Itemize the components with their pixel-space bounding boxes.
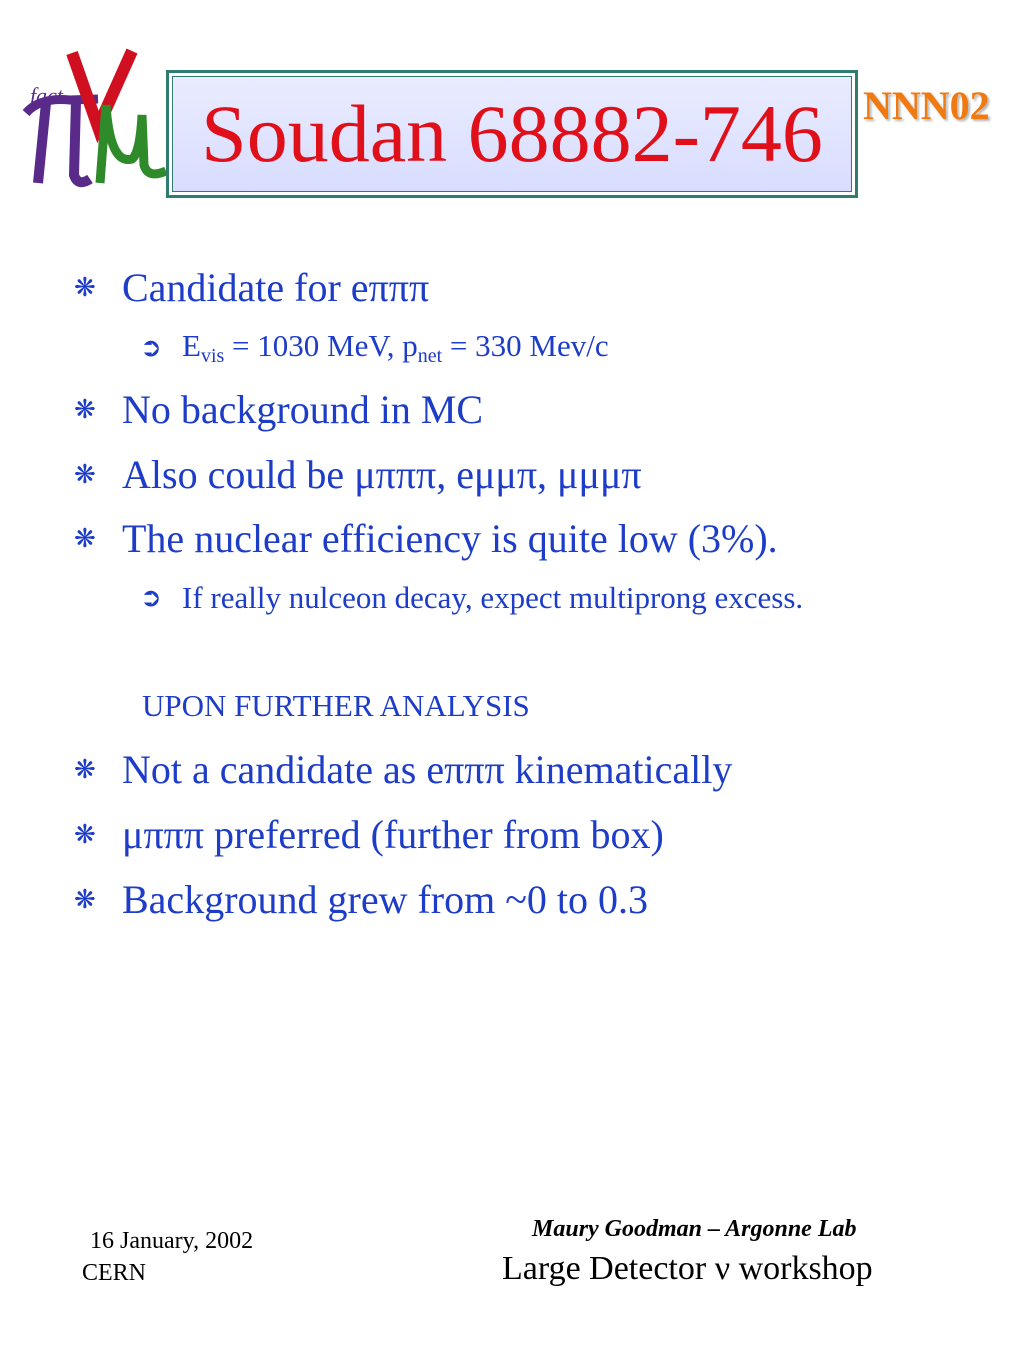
snowflake-bullet-icon: ❋ (74, 273, 96, 302)
snowflake-bullet-icon: ❋ (74, 460, 96, 489)
snowflake-bullet-icon: ❋ (74, 885, 96, 914)
section-heading: UPON FURTHER ANALYSIS (142, 688, 530, 723)
bullet-no-background: ❋ No background in MC (74, 387, 484, 432)
conference-tag: NNN02 (863, 83, 990, 128)
arrow-bullet-icon: ➲ (140, 333, 162, 362)
bullet-candidate: ❋ Candidate for eπππ (74, 265, 430, 310)
snowflake-bullet-icon: ❋ (74, 820, 96, 849)
sub-bullet-energy: ➲ $E_{vis} = 1030$ MeV, $p_{net} = 330$ Mev/c (140, 328, 609, 367)
slide-title: Soudan 68882-746 (201, 88, 823, 179)
bullet-also-could-be: ❋ Also could be μπππ, eμμπ, μμμπ (74, 452, 642, 497)
svg-text:fact: fact (30, 83, 63, 108)
bullet-background-grew: ❋ Background grew from ~0 to 0.3 (74, 877, 648, 922)
bullet-preferred: ❋ μπππ preferred (further from box) (74, 812, 664, 857)
footer-workshop: Large Detector ν workshop (502, 1250, 873, 1287)
snowflake-bullet-icon: ❋ (74, 524, 96, 553)
fact-logo (20, 45, 170, 190)
title-box (166, 70, 858, 198)
sub-bullet-multiprong: ➲ If really nulceon decay, expect multiprong excess. (140, 580, 804, 615)
bullet-nuclear-efficiency: ❋ The nuclear efficiency is quite low (3%). (74, 516, 778, 561)
footer-date: 16 January, 2002 (90, 1228, 254, 1254)
snowflake-bullet-icon: ❋ (74, 395, 96, 424)
snowflake-bullet-icon: ❋ (74, 755, 96, 784)
arrow-bullet-icon: ➲ (140, 582, 162, 612)
bullet-not-candidate: ❋ Not a candidate as eπππ kinematically (74, 747, 733, 792)
footer-place: CERN (82, 1260, 147, 1286)
footer-author: Maury Goodman – Argonne Lab (532, 1216, 857, 1242)
